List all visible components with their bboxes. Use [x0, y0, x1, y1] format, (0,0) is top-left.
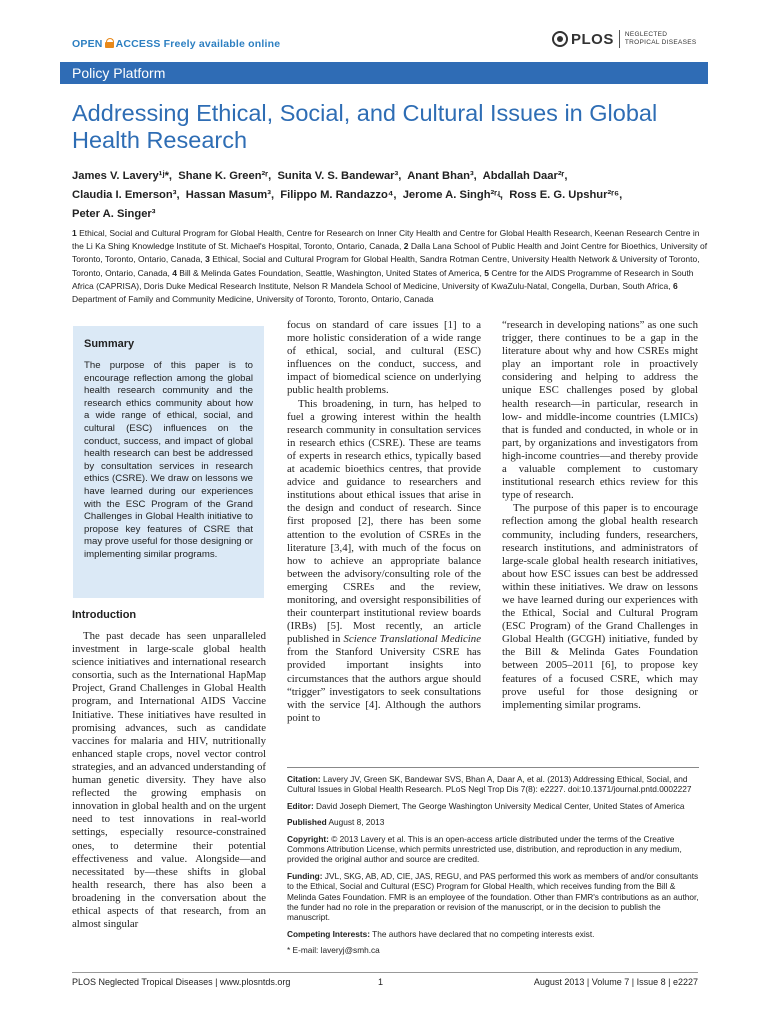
author: Claudia I. Emerson³, [72, 189, 180, 201]
competing-interests [287, 929, 699, 939]
journal-name-line1: NEGLECTED [624, 31, 668, 38]
open-access-banner [72, 38, 280, 50]
plos-wordmark: PLOS [571, 30, 614, 48]
meta-label: Competing Interests: [287, 928, 370, 939]
body-paragraph [287, 398, 481, 725]
author: Shane K. Green²ʳ, [178, 170, 272, 182]
affiliation-number: 2 [403, 241, 409, 252]
page-number: 1 [378, 977, 384, 987]
meta-label: Copyright: [287, 833, 329, 844]
body-text: This broadening, in turn, has helped to fuel a growing interest within the health research community in consultation services in research ethics (CSRE). These are teams of experts in research ethics, typically based at academic bioethics centres, that provide advice and guidance to researchers and institutions about ethical issues that arise in the design and conduct of research. Since first proposed [2], there has been some attention to the evolution of CSREs in the literature [3,4], with much of the focus on how to achieve an appropriate balance between the advisory/consulting role of the emerging CSREs and the review, monitoring, and oversight responsibilities of their counterpart institutional review boards (IRBs) [5]. Most recently, an article published in [287, 397, 481, 646]
body-paragraph: focus on standard of care issues [1] to a more holistic consideration of a wide range of ethical, social, and cultural (ESC) influences on the conduct, success, and impact of biomedical science on underlying public health problems. [287, 319, 481, 397]
meta-label: Published [287, 817, 327, 828]
body-column-1 [72, 630, 266, 931]
open-access-text: OPEN [72, 38, 103, 50]
author: Sunita V. S. Bandewar³, [277, 170, 402, 182]
author: Hassan Masum³, [185, 189, 275, 201]
journal-name [625, 31, 697, 47]
meta-label: Editor: [287, 800, 314, 811]
article-title: Addressing Ethical, Social, and Cultural Issues in Global Health Research [72, 100, 658, 153]
affiliation-text: Department of Family and Community Medicine, University of Toronto, Toronto, Ontario, Canada [72, 294, 434, 305]
summary-text: The purpose of this paper is to encourage reflection among the global health research community and the research ethics community about how a wide range of ethical, social, and cultural (ESC) influences on the conduct, success, and impact of global health research can best be addressed by consultation services in research ethics (CSRE). We draw on lessons we have learned during our experiences with the ESC Program of the Grand Challenges in Global Health initiative to propose key features of CSRE that may prove useful for those designing or implementing similar programs. [84, 360, 253, 560]
meta-label: Funding: [287, 870, 323, 881]
editor [287, 801, 699, 811]
body-paragraph: “research in developing nations” as one such trigger, there continues to be a gap in the literature about why and how CSREs might play an important role in proactively considering and helping to address the unique ESC challenges posed by global health research—in particular, research in low- and middle-income countries (LMICs) that is funded and conducted, in whole or in part, by organizations and investigators from high-income countries—and thereby provide a valuable complement to customary institutional research ethics review for this type of research. [502, 319, 698, 502]
footer-divider [72, 972, 698, 973]
journal-name-line2: TROPICAL DISEASES [624, 39, 697, 46]
plos-logo [552, 30, 697, 48]
affiliation-text: Ethical, Social and Cultural Program for Global Health, Sandra Rotman Centre, University Health Network & University of Toronto, Toronto, Ontario, Canada, [72, 254, 700, 278]
section-label: Policy Platform [72, 65, 166, 81]
introduction-heading: Introduction [72, 609, 137, 621]
meta-label: Citation: [287, 774, 321, 784]
affiliation-number: 3 [205, 254, 210, 265]
affiliation-number: 5 [484, 267, 489, 278]
open-lock-icon [105, 38, 114, 48]
body-column-2 [287, 319, 481, 725]
body-paragraph: The purpose of this paper is to encourage reflection among the global health research community, including funders, researchers, research institutions, and administrators of large-scale global health research initiatives, about how ESC issues can best be addressed within these initiatives. We draw on lessons we have learned during our experiences with the Ethical, Social and Cultural Program (ESC Program) of the Grand Challenges in Global Health (GCGH) initiative, funded by the Bill & Melinda Gates Foundation between 2005–2011 [6], to propose key features of a focused CSRE, which may prove useful for those designing or implementing similar programs. [502, 502, 698, 711]
author: Ross E. G. Upshur²ʳ⁶, [509, 189, 623, 201]
author: James V. Lavery¹ʲ*, [72, 170, 173, 182]
editor-text: David Joseph Diemert, The George Washington University Medical Center, United States of America [316, 800, 685, 811]
affiliation-text: Bill & Melinda Gates Foundation, Seattle, Washington, United States of America, [179, 267, 482, 278]
plos-circle-icon [552, 31, 568, 47]
affiliation-number: 4 [172, 267, 177, 278]
published-date: August 8, 2013 [328, 817, 385, 828]
author-list [72, 167, 712, 224]
funding-text: JVL, SKG, AB, AD, CIE, JAS, REGU, and PAS performed this work as members of and/or consultants to the Ethical, Social and Cultural (ESC) Program for Global Health, which receives funding from the Bill & Melinda Gates Foundation. FMR is an employee of the foundation. Other than FMR's contributions as an author, the funder had no role in the preparation or revision of the manuscript, or in the decision to publish the manuscript. [287, 870, 699, 923]
contact-email[interactable]: * E-mail: laveryj@smh.ca [287, 945, 380, 956]
author: Jerome A. Singh²ʳʵ, [402, 189, 504, 201]
footer-issue: August 2013 | Volume 7 | Issue 8 | e2227 [533, 977, 698, 987]
summary-heading: Summary [84, 338, 135, 350]
body-text: from the Stanford University CSRE has provided important insights into circumstances that the authors argue should “trigger” investigators to seek consultations with the service [4]. Although the authors point to [287, 646, 481, 724]
affiliation-text: Dalla Lana School of Public Health and Joint Centre for Bioethics, University of Toronto, Toronto, Ontario, Canada, [72, 241, 708, 265]
copyright [287, 834, 699, 865]
affiliation-text: Centre for the AIDS Programme of Research in South Africa (CAPRISA), Doris Duke Medical Research Institute, Nelson R Mandela School of Medicine, University of KwaZulu-Natal, Congella, Durban, South Africa, [72, 267, 694, 291]
section-bar [60, 62, 708, 84]
affiliation-number: 1 [72, 228, 77, 238]
author: Filippo M. Randazzo⁴, [280, 189, 397, 201]
summary-box [73, 326, 264, 598]
published [287, 817, 699, 827]
author: Anant Bhan³, [407, 170, 477, 182]
body-column-3 [502, 319, 698, 712]
open-access-text-rest: ACCESS Freely available online [115, 38, 281, 50]
funding [287, 871, 699, 923]
article-metadata [287, 767, 699, 962]
logo-divider [619, 30, 620, 48]
page-footer [72, 977, 698, 991]
citation-text: Lavery JV, Green SK, Bandewar SVS, Bhan A, Daar A, et al. (2013) Addressing Ethical, Social, and Cultural Issues in Global Health Research. PLoS Negl Trop Dis 7(8): e2227. doi:10.1371/journal.pntd.0002227 [287, 774, 692, 795]
competing-text: The authors have declared that no competing interests exist. [372, 928, 595, 939]
copyright-text: © 2013 Lavery et al. This is an open-access article distributed under the terms of the Creative Commons Attribution License, which permits unrestricted use, distribution, and reproduction in any medium, provided the original author and source are credited. [287, 833, 682, 865]
author: Abdallah Daar²ʳ, [482, 170, 568, 182]
journal-reference: Science Translational Medicine [343, 633, 481, 646]
body-paragraph: The past decade has seen unparalleled investment in large-scale global health science initiatives and international research consortia, such as the International HapMap Project, Grand Challenges in Global Health program, and International AIDS Vaccine Initiative. These initiatives have resulted in promising advances, such as candidate vaccines for malaria and HIV, nutritionally enhanced staple crops, novel vector control strategies, and an advanced understanding of human genetic diversity. They have also reflected the growing emphasis on innovation in global health and on the urgent need to test innovations in real-world settings, especially resource-constrained ones, to determine their potential effectiveness and value. Alongside—and necessitated by—these shifts in global health research, there has also been a broadening in the conversation about the ethical aspects of that research, from an almost singular [72, 630, 266, 931]
citation [287, 774, 699, 795]
affiliation-number: 6 [672, 280, 678, 291]
footer-journal[interactable]: PLOS Neglected Tropical Diseases | www.plosntds.org [72, 977, 291, 987]
affiliation-text: Ethical, Social and Cultural Program for Global Health, Centre for Research on Inner City Health and Centre for Global Health Research, Keenan Research Centre in the Li Ka Shing Knowledge Institute of St. Michael's Hospital, Toronto, Ontario, Canada, [72, 228, 700, 252]
affiliations [72, 227, 712, 306]
author: Peter A. Singer³ [72, 208, 156, 220]
